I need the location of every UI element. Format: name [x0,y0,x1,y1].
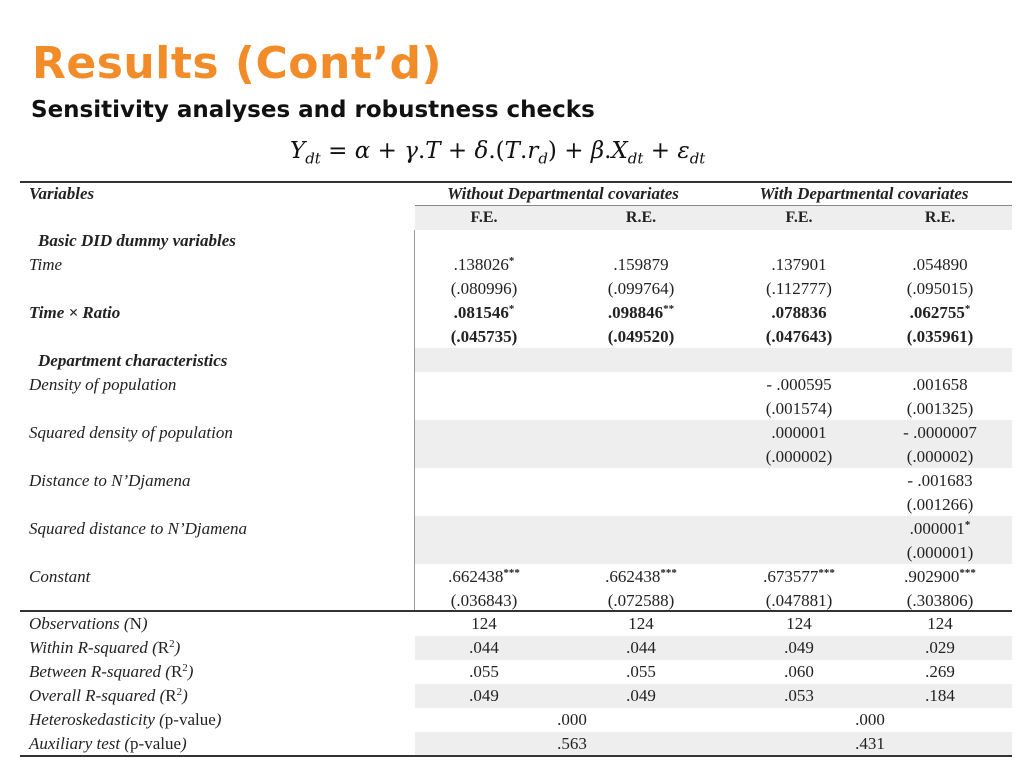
stat-value: .184 [925,686,955,705]
variables-header: Variables [29,184,95,203]
std-error: (.001325) [906,399,974,418]
std-error: (.095015) [906,279,974,298]
std-error: (.045735) [450,327,518,346]
col-re-2: R.E. [924,209,956,226]
coef: .137901 [771,255,827,274]
stat-value: 124 [786,614,812,633]
stat-label-within-r2: Within R-squared $(R^2)$ [29,638,181,657]
coef: .673577*** [763,567,835,586]
shade-band [415,348,1012,372]
stat-value: .049 [784,638,814,657]
std-error: (.080996) [450,279,518,298]
stat-value: .000 [855,710,885,729]
coef: .662438*** [605,567,677,586]
stat-label-overall-r2: Overall R-squared $(R^2)$ [29,686,188,705]
coef: .098846** [607,303,675,322]
std-error: (.036843) [450,591,518,610]
stat-label-between-r2: Between R-squared $(R^2)$ [29,662,194,681]
stat-label-auxiliary-test: Auxiliary test (p-value) [29,734,187,753]
row-label-sq-density: Squared density of population [29,423,233,442]
row-label-constant: Constant [29,567,91,586]
row-label-distance: Distance to N’Djamena [29,471,191,490]
section-basic-did: Basic DID dummy variables [38,231,236,250]
table-top-rule [20,181,1012,183]
std-error: (.047643) [765,327,833,346]
coef: .000001 [771,423,827,442]
row-label-time-ratio: Time × Ratio [29,303,121,322]
coef: .159879 [613,255,669,274]
std-error: (.000001) [906,543,974,562]
stat-label-observations: Observations (N) [29,614,148,633]
col-fe-1: F.E. [470,209,498,226]
stat-value: .563 [557,734,587,753]
shade-band [415,206,1012,230]
section-department: Department characteristics [38,351,228,370]
coef: - .001683 [907,471,973,490]
coef: .054890 [912,255,968,274]
std-error: (.047881) [765,591,833,610]
col-re-1: R.E. [625,209,657,226]
stat-value: .055 [626,662,656,681]
coef: .000001* [909,519,971,538]
col-fe-2: F.E. [785,209,813,226]
stat-value: .049 [469,686,499,705]
label-column-divider [414,230,415,610]
coef: .081546* [453,303,515,322]
row-label-sq-distance: Squared distance to N’Djamena [29,519,247,538]
std-error: (.072588) [607,591,675,610]
coef: - .000595 [766,375,832,394]
stat-value: .053 [784,686,814,705]
coef: .078836 [771,303,827,322]
coef: .902900*** [904,567,976,586]
slide-title: Results (Cont’d) [32,38,443,89]
stat-value: .049 [626,686,656,705]
std-error: (.099764) [607,279,675,298]
coef: - .0000007 [903,423,977,442]
stat-value: .044 [626,638,656,657]
stat-value: .060 [784,662,814,681]
std-error: (.035961) [906,327,974,346]
shade-band [415,636,1012,660]
std-error: (.001574) [765,399,833,418]
stat-value: .029 [925,638,955,657]
stat-value: 124 [628,614,654,633]
shade-band [415,684,1012,708]
group-without-covariates: Without Departmental covariates [447,184,679,203]
shade-band [415,732,1012,756]
std-error: (.112777) [766,279,832,298]
group-with-covariates: With Departmental covariates [759,184,969,203]
stat-value: .431 [855,734,885,753]
slide-subtitle: Sensitivity analyses and robustness checks [31,97,595,123]
stat-value: 124 [471,614,497,633]
stat-value: .000 [557,710,587,729]
row-label-density: Density of population [29,375,177,394]
std-error: (.001266) [906,495,974,514]
model-equation: $Y_{dt} = \alpha + \gamma.T + \delta.(T.r_d) + \beta.X_{dt} + \varepsilon_{dt}$ [290,138,706,168]
coef: .001658 [912,375,968,394]
coef: .662438*** [448,567,520,586]
row-label-time: Time [29,255,63,274]
stat-value: .044 [469,638,499,657]
header-divider [415,205,1012,206]
stat-label-heteroskedasticity: Heteroskedasticity (p-value) [29,710,222,729]
coef: .062755* [909,303,971,322]
std-error: (.000002) [765,447,833,466]
stat-value: .269 [925,662,955,681]
stat-value: 124 [927,614,953,633]
std-error: (.303806) [906,591,974,610]
std-error: (.000002) [906,447,974,466]
stat-value: .055 [469,662,499,681]
coef: .138026* [453,255,515,274]
table-bottom-rule [20,755,1012,757]
std-error: (.049520) [607,327,675,346]
